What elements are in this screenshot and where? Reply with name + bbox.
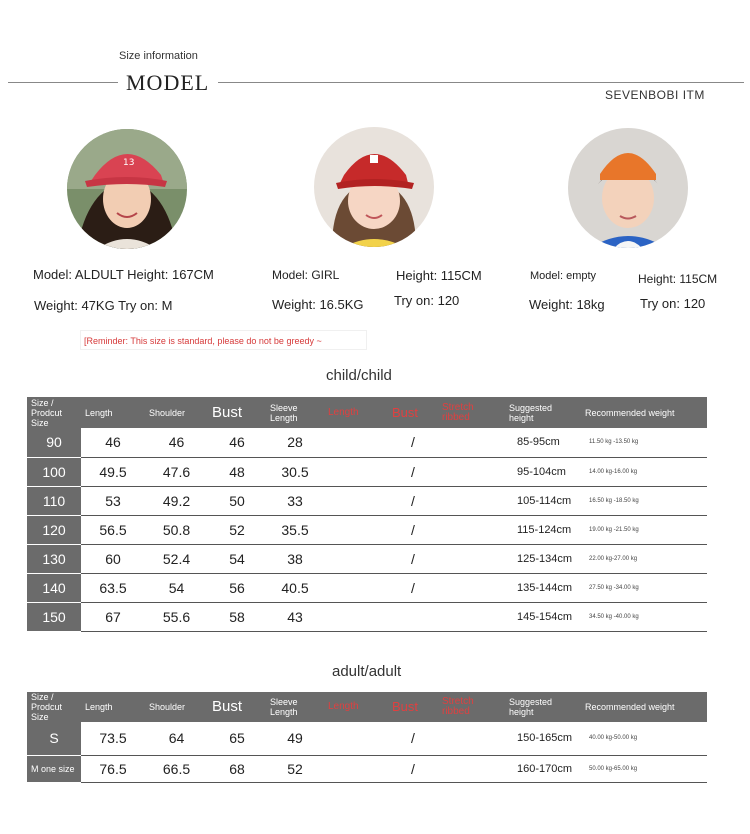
cell-height: 135-144cm xyxy=(505,573,581,602)
cell-mark: / xyxy=(388,544,438,573)
table-header-row xyxy=(27,692,707,722)
cell-length: 63.5 xyxy=(81,573,145,602)
cell-size: 100 xyxy=(27,457,81,486)
cell-empty xyxy=(324,544,388,573)
girl-model-weight: Weight: 16.5KG xyxy=(272,297,364,312)
cell-height: 115-124cm xyxy=(505,515,581,544)
cell-weight: 40.00 kg-50.00 kg xyxy=(581,722,707,755)
cell-sleeve: 40.5 xyxy=(266,573,324,602)
cell-sleeve: 28 xyxy=(266,428,324,457)
cell-shoulder: 52.4 xyxy=(145,544,208,573)
header-shoulder: Shoulder xyxy=(145,692,208,722)
cell-empty xyxy=(324,722,388,755)
cell-empty xyxy=(324,515,388,544)
model-photo-boy xyxy=(568,128,688,248)
header-suggested-height: Suggested height xyxy=(505,692,581,722)
header-length: Length xyxy=(81,397,145,428)
table-row xyxy=(27,428,707,457)
boy-model-height: Height: 115CM xyxy=(638,272,718,286)
cell-bust: 56 xyxy=(208,573,266,602)
table-row xyxy=(27,544,707,573)
header-length-red: Length xyxy=(324,397,388,428)
header-sleeve-length: Sleeve Length xyxy=(266,692,324,722)
cell-bust: 52 xyxy=(208,515,266,544)
header-length-red: Length xyxy=(324,692,388,722)
cell-sleeve: 35.5 xyxy=(266,515,324,544)
cell-mark: / xyxy=(388,486,438,515)
cell-shoulder: 49.2 xyxy=(145,486,208,515)
cell-weight: 11.50 kg -13.50 kg xyxy=(581,428,707,457)
girl-model-name: Model: GIRL xyxy=(272,268,340,282)
svg-text:13: 13 xyxy=(123,158,135,168)
adult-table-title: adult/adult xyxy=(332,663,402,680)
cell-sleeve: 43 xyxy=(266,602,324,631)
cell-empty xyxy=(438,573,505,602)
model-title: MODEL xyxy=(126,70,210,95)
header-size: Size / Prodcut Size xyxy=(27,397,81,428)
cell-sleeve: 30.5 xyxy=(266,457,324,486)
cell-length: 60 xyxy=(81,544,145,573)
cell-shoulder: 64 xyxy=(145,722,208,755)
table-header-row xyxy=(27,397,707,428)
size-reminder: [Reminder: This size is standard, please do not be greedy ~ xyxy=(80,330,367,350)
cell-shoulder: 46 xyxy=(145,428,208,457)
cell-height: 150-165cm xyxy=(505,722,581,755)
cell-bust: 54 xyxy=(208,544,266,573)
cell-mark: / xyxy=(388,573,438,602)
cell-size: 90 xyxy=(27,428,81,457)
cell-size: 110 xyxy=(27,486,81,515)
cell-shoulder: 66.5 xyxy=(145,755,208,782)
cell-sleeve: 49 xyxy=(266,722,324,755)
cell-height: 105-114cm xyxy=(505,486,581,515)
boy-model-weight: Weight: 18kg xyxy=(529,297,605,312)
header-size: Size / Prodcut Size xyxy=(27,692,81,722)
header-length: Length xyxy=(81,692,145,722)
cell-height: 160-170cm xyxy=(505,755,581,782)
cell-length: 53 xyxy=(81,486,145,515)
header-recommended-weight: Recommended weight xyxy=(581,692,707,722)
header-shoulder: Shoulder xyxy=(145,397,208,428)
cell-empty xyxy=(438,755,505,782)
cell-sleeve: 38 xyxy=(266,544,324,573)
header-stretch-ribbed: Stretch ribbed xyxy=(438,692,505,722)
cell-bust: 46 xyxy=(208,428,266,457)
header-sleeve-length: Sleeve Length xyxy=(266,397,324,428)
header-bust-red: Bust xyxy=(388,397,438,428)
child-size-table xyxy=(27,397,707,632)
cell-bust: 58 xyxy=(208,602,266,631)
cell-bust: 65 xyxy=(208,722,266,755)
cell-empty xyxy=(438,486,505,515)
cell-empty xyxy=(438,428,505,457)
table-row xyxy=(27,602,707,631)
girl-model-height: Height: 115CM xyxy=(396,268,482,283)
cell-weight: 22.00 kg-27.00 kg xyxy=(581,544,707,573)
cell-empty xyxy=(324,602,388,631)
girl-model-try-on: Try on: 120 xyxy=(394,293,460,308)
cell-length: 49.5 xyxy=(81,457,145,486)
header-stretch-ribbed: Stretch ribbed xyxy=(438,397,505,428)
adult-model-line-2: Weight: 47KG Try on: M xyxy=(34,298,173,313)
cell-bust: 68 xyxy=(208,755,266,782)
cell-weight: 50.00 kg-65.00 kg xyxy=(581,755,707,782)
table-row xyxy=(27,515,707,544)
boy-model-try-on: Try on: 120 xyxy=(640,296,706,311)
cell-mark: / xyxy=(388,722,438,755)
cell-empty xyxy=(324,573,388,602)
divider-left xyxy=(8,82,118,83)
table-row xyxy=(27,573,707,602)
cell-weight: 27.50 kg -34.00 kg xyxy=(581,573,707,602)
cell-empty xyxy=(438,515,505,544)
cell-size: 150 xyxy=(27,602,81,631)
cell-weight: 19.00 kg -21.50 kg xyxy=(581,515,707,544)
boy-model-name: Model: empty xyxy=(530,270,597,282)
cell-height: 95-104cm xyxy=(505,457,581,486)
cell-shoulder: 50.8 xyxy=(145,515,208,544)
cell-height: 125-134cm xyxy=(505,544,581,573)
cell-sleeve: 52 xyxy=(266,755,324,782)
cell-shoulder: 47.6 xyxy=(145,457,208,486)
cell-shoulder: 55.6 xyxy=(145,602,208,631)
cell-length: 46 xyxy=(81,428,145,457)
header-bust: Bust xyxy=(208,692,266,722)
header-recommended-weight: Recommended weight xyxy=(581,397,707,428)
size-information-label: Size information xyxy=(119,50,198,62)
cell-empty xyxy=(324,457,388,486)
cell-height: 145-154cm xyxy=(505,602,581,631)
cell-empty xyxy=(324,755,388,782)
cell-sleeve: 33 xyxy=(266,486,324,515)
header-suggested-height: Suggested height xyxy=(505,397,581,428)
cell-mark: / xyxy=(388,428,438,457)
brand-name: SEVENBOBI ITM xyxy=(605,88,705,102)
cell-empty xyxy=(324,486,388,515)
cell-size: 120 xyxy=(27,515,81,544)
header-bust-red: Bust xyxy=(388,692,438,722)
cell-bust: 50 xyxy=(208,486,266,515)
table-row xyxy=(27,722,707,755)
cell-empty xyxy=(438,602,505,631)
cell-weight: 14.00 kg-16.00 kg xyxy=(581,457,707,486)
cell-height: 85-95cm xyxy=(505,428,581,457)
divider-right xyxy=(218,82,744,83)
header-bust: Bust xyxy=(208,397,266,428)
cell-weight: 16.50 kg -18.50 kg xyxy=(581,486,707,515)
cell-shoulder: 54 xyxy=(145,573,208,602)
adult-size-table xyxy=(27,692,707,783)
cell-length: 76.5 xyxy=(81,755,145,782)
cell-mark xyxy=(388,602,438,631)
model-photo-girl xyxy=(314,127,434,247)
child-table-title: child/child xyxy=(326,367,392,384)
cell-empty xyxy=(324,428,388,457)
cell-mark: / xyxy=(388,515,438,544)
adult-model-line-1: Model: ALDULT Height: 167CM xyxy=(33,267,214,282)
table-row xyxy=(27,457,707,486)
cell-weight: 34.50 kg -40.00 kg xyxy=(581,602,707,631)
table-row xyxy=(27,755,707,782)
cell-empty xyxy=(438,457,505,486)
cell-bust: 48 xyxy=(208,457,266,486)
cell-length: 56.5 xyxy=(81,515,145,544)
cell-empty xyxy=(438,722,505,755)
cell-size: S xyxy=(27,722,81,755)
cell-size: M one size xyxy=(27,755,81,782)
cell-size: 140 xyxy=(27,573,81,602)
cell-mark: / xyxy=(388,457,438,486)
cell-size: 130 xyxy=(27,544,81,573)
model-photo-adult xyxy=(67,129,187,249)
cell-length: 73.5 xyxy=(81,722,145,755)
table-row xyxy=(27,486,707,515)
cell-empty xyxy=(438,544,505,573)
cell-mark: / xyxy=(388,755,438,782)
cell-length: 67 xyxy=(81,602,145,631)
